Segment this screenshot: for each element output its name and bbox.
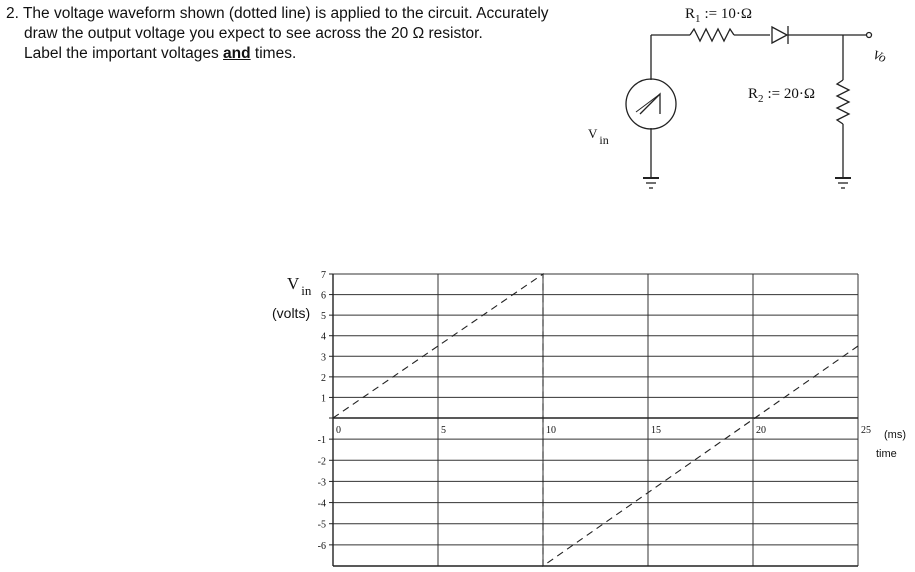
x-tick-label: 5 xyxy=(441,425,446,436)
y-tick-labels xyxy=(318,270,326,552)
y-tick-label: -1 xyxy=(317,435,326,447)
x-tick-label: 20 xyxy=(756,425,766,436)
vin-waveform-dashed xyxy=(333,274,858,566)
vo-output-label: Vo xyxy=(870,46,889,66)
x-axis-unit: (ms) xyxy=(884,429,906,441)
vin-chart xyxy=(272,270,906,566)
circuit-schematic xyxy=(626,26,872,188)
resistor-r1 xyxy=(690,29,734,41)
y-tick-label: -5 xyxy=(317,519,326,531)
x-tick-label: 0 xyxy=(336,425,341,436)
question-line-1: 2. The voltage waveform shown (dotted line) is applied to the circuit. Accurately xyxy=(6,5,549,22)
question-line-3: Label the important voltages and times. xyxy=(24,45,297,62)
chart-grid xyxy=(333,274,858,566)
voltage-source-circle xyxy=(626,79,676,129)
question-number: 2. xyxy=(6,5,19,22)
diode-symbol xyxy=(772,26,788,44)
y-tick-label: 6 xyxy=(321,290,326,302)
y-tick-label: 1 xyxy=(321,393,326,405)
x-tick-label: 25 xyxy=(861,425,871,436)
x-tick-label: 10 xyxy=(546,425,556,436)
emphasis-and: and xyxy=(223,45,251,62)
question-line-2: draw the output voltage you expect to see across the 20 Ω resistor. xyxy=(24,25,483,42)
x-axis-label: time xyxy=(876,448,897,460)
y-tick-label: -3 xyxy=(317,477,326,489)
r1-label: $R_1$ := 10·Ω xyxy=(685,6,753,25)
y-tick-label: 3 xyxy=(321,352,326,364)
chart-series xyxy=(333,274,858,566)
y-axis-unit: (volts) xyxy=(272,305,311,321)
y-tick-label: -4 xyxy=(317,498,326,510)
resistor-r2 xyxy=(837,80,849,124)
vin-source-label: V in xyxy=(588,126,609,147)
ground-icon-right xyxy=(835,178,851,188)
y-tick-label: 5 xyxy=(321,311,326,323)
plot-frame xyxy=(329,274,858,566)
y-tick-label: -6 xyxy=(317,540,326,552)
y-tick-label: 7 xyxy=(321,270,326,281)
y-tick-label: 4 xyxy=(321,331,326,343)
y-tick-label: 2 xyxy=(321,372,326,384)
r2-label: $R_2$ := 20·Ω xyxy=(748,86,816,105)
x-tick-labels xyxy=(336,425,871,436)
output-terminal xyxy=(867,33,872,38)
ground-icon-left xyxy=(643,178,659,188)
x-tick-label: 15 xyxy=(651,425,661,436)
y-tick-label: -2 xyxy=(317,456,326,468)
sawtooth-symbol-icon xyxy=(640,94,660,114)
y-axis-label: V $_{in}$ xyxy=(287,274,312,298)
